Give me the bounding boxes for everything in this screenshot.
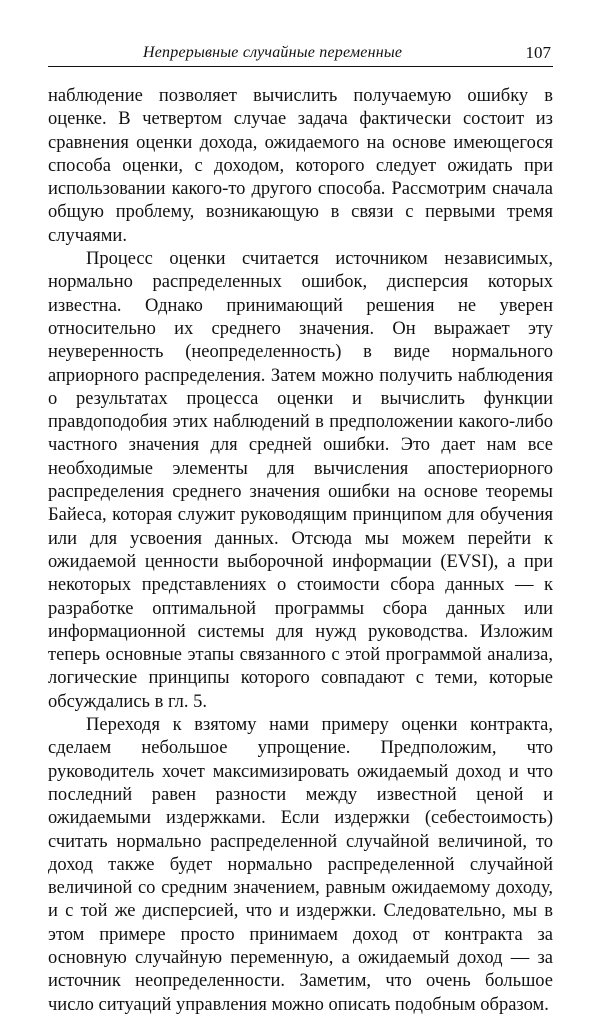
paragraph-continued: наблюдение позволяет вычислить получаемую ошибку в оценке. В четвертом случае задача фактически состоит из сравнения оценки дохода, ожидаемого на основе имеющегося способа оценки, с доходом, которого следует ожидать при использовании какого-то другого способа. Рассмотрим сначала общую проблему, возникающую в связи с первыми тремя случаями. (48, 86, 553, 246)
running-head (48, 40, 553, 67)
paragraph-estimation-process: Процесс оценки считается источником независимых, нормально распределенных ошибок, дисперсия которых известна. Однако принимающий решения не уверен относительно их среднего значения. Он выражает эту неуверенность (неопределенность) в виде нормального априорного распределения. Затем можно получить наблюдения о результатах процесса оценки и вычислить функции правдоподобия этих наблюдений в предположении какого-либо частного значения для средней ошибки. Это дает нам все необходимые элементы для вычисления апостериорного распределения среднего значения ошибки на основе теоремы Байеса, которая служит руководящим принципом для обучения или для усвоения данных. Отсюда мы можем перейти к ожидаемой ценности выборочной информации (EVSI), а при некоторых представлениях о стоимости сбора данных — к разработке оптимальной программы сбора данных или информационной системы для нужд руководства. Изложим теперь основные этапы связанного с этой программой анализа, логические принципы которого совпадают с теми, которые обсуждались в гл. 5. (48, 249, 553, 712)
paragraph-contract-example: Переходя к взятому нами примеру оценки контракта, сделаем небольшое упрощение. Предположим, что руководитель хочет максимизировать ожидаемый доход и что последний равен разности между известной ценой и ожидаемыми издержками. Если издержки (себестоимость) считать нормально распределенной случайной величиной, то доход также будет нормально распределенной случайной величиной со средним значением, равным ожидаемому доходу, и с той же дисперсией, что и издержки. Следовательно, мы в этом примере просто принимаем доход от контракта за основную случайную переменную, а ожидаемый доход — за источник неопределенности. Заметим, что очень большое число ситуаций управления можно описать подобным образом. (48, 715, 553, 1015)
page-number: 107 (525, 43, 551, 62)
body-text (48, 85, 553, 1017)
book-page (48, 40, 553, 1015)
running-title: Непрерывные случайные переменные (143, 44, 403, 61)
